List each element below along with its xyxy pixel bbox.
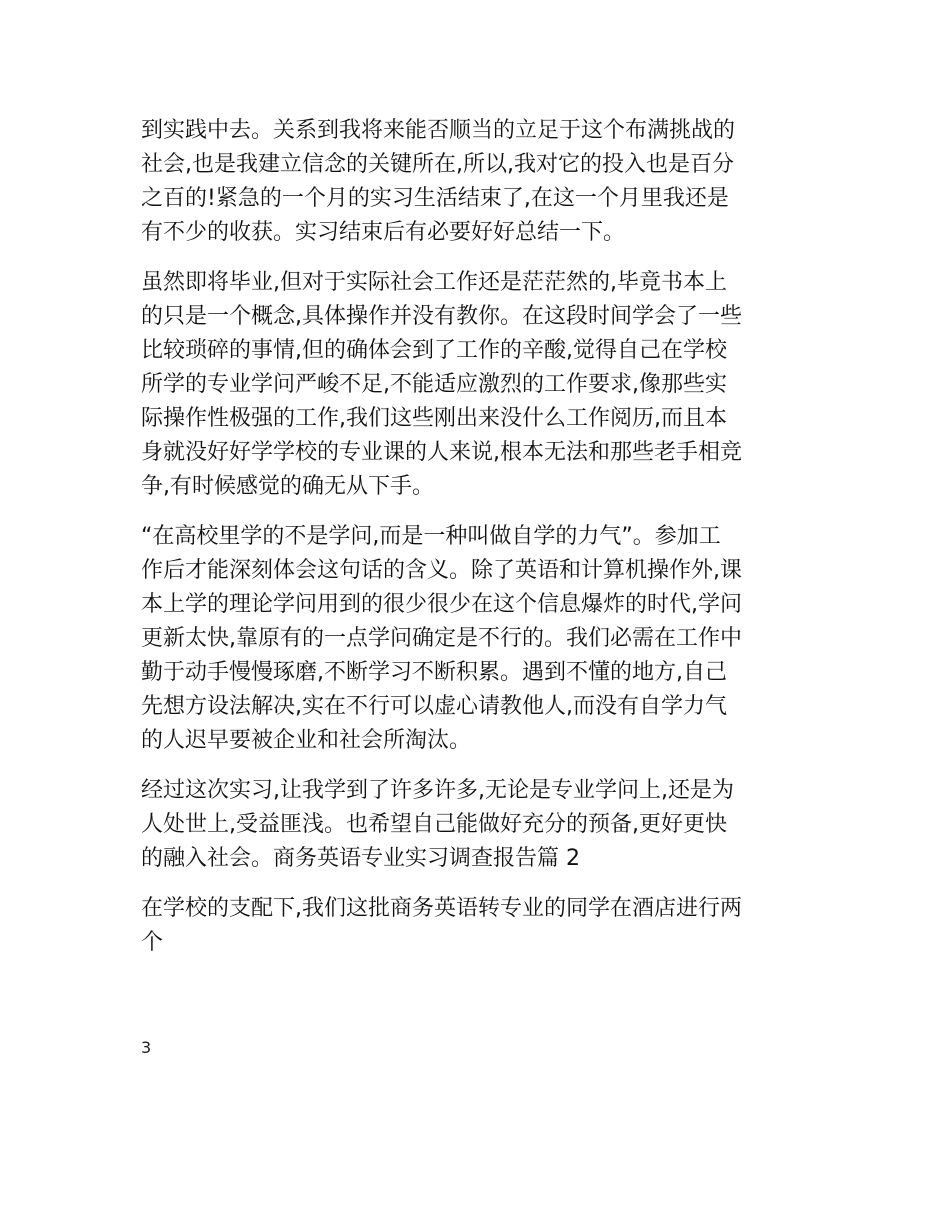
text-line: 比较琐碎的事情,但的确体会到了工作的辛酸,觉得自己在学校 [141,338,727,363]
paragraph-3 [141,520,813,758]
text-line: 人处世上,受益匪浅。也希望自己能做好充分的预备,更好更快 [141,812,727,837]
text-line: 有不少的收获。实习结束后有必要好好总结一下。 [141,220,626,245]
text-line: 的融入社会。商务英语专业实习调查报告篇 2 [141,846,580,871]
paragraph-4 [141,774,813,876]
text-line: 更新太快,靠原有的一点学问确定是不行的。我们必需在工作中 [141,626,742,651]
text-line: 个 [141,930,164,955]
text-line: 的人迟早要被企业和社会所淘汰。 [141,728,472,753]
text-line: “在高校里学的不是学问,而是一种叫做自学的力气”。参加工 [141,524,721,549]
text-line: 际操作性极强的工作,我们这些刚出来没什么工作阅历,而且本 [141,406,727,431]
text-line: 争,有时候感觉的确无从下手。 [141,474,434,499]
paragraph-5 [141,892,813,960]
text-line: 先想方设法解决,实在不行可以虚心请教他人,而没有自学力气 [141,694,727,719]
text-line: 在学校的支配下,我们这批商务英语转专业的同学在酒店进行两 [141,896,742,921]
paragraph-1 [141,114,813,250]
text-line: 作后才能深刻体会这句话的含义。除了英语和计算机操作外,课 [141,558,742,583]
text-line: 社会,也是我建立信念的关键所在,所以,我对它的投入也是百分 [141,152,734,177]
text-line: 的只是一个概念,具体操作并没有教你。在这段时间学会了一些 [141,304,742,329]
text-line: 到实践中去。关系到我将来能否顺当的立足于这个布满挑战的 [141,118,736,143]
text-line: 虽然即将毕业,但对于实际社会工作还是茫茫然的,毕竟书本上 [141,270,727,295]
text-line: 经过这次实习,让我学到了许多许多,无论是专业学问上,还是为 [141,778,734,803]
text-line: 本上学的理论学问用到的很少很少在这个信息爆炸的时代,学问 [141,592,742,617]
paragraph-2 [141,266,813,504]
document-body [141,114,813,976]
text-line: 勤于动手慢慢琢磨,不断学习不断积累。遇到不懂的地方,自己 [141,660,727,685]
text-line: 身就没好好学学校的专业课的人来说,根本无法和那些老手相竞 [141,440,742,465]
page-number: 3 [141,1038,152,1057]
text-line: 之百的!紧急的一个月的实习生活结束了,在这一个月里我还是 [141,186,729,211]
text-line: 所学的专业学问严峻不足,不能适应激烈的工作要求,像那些实 [141,372,727,397]
